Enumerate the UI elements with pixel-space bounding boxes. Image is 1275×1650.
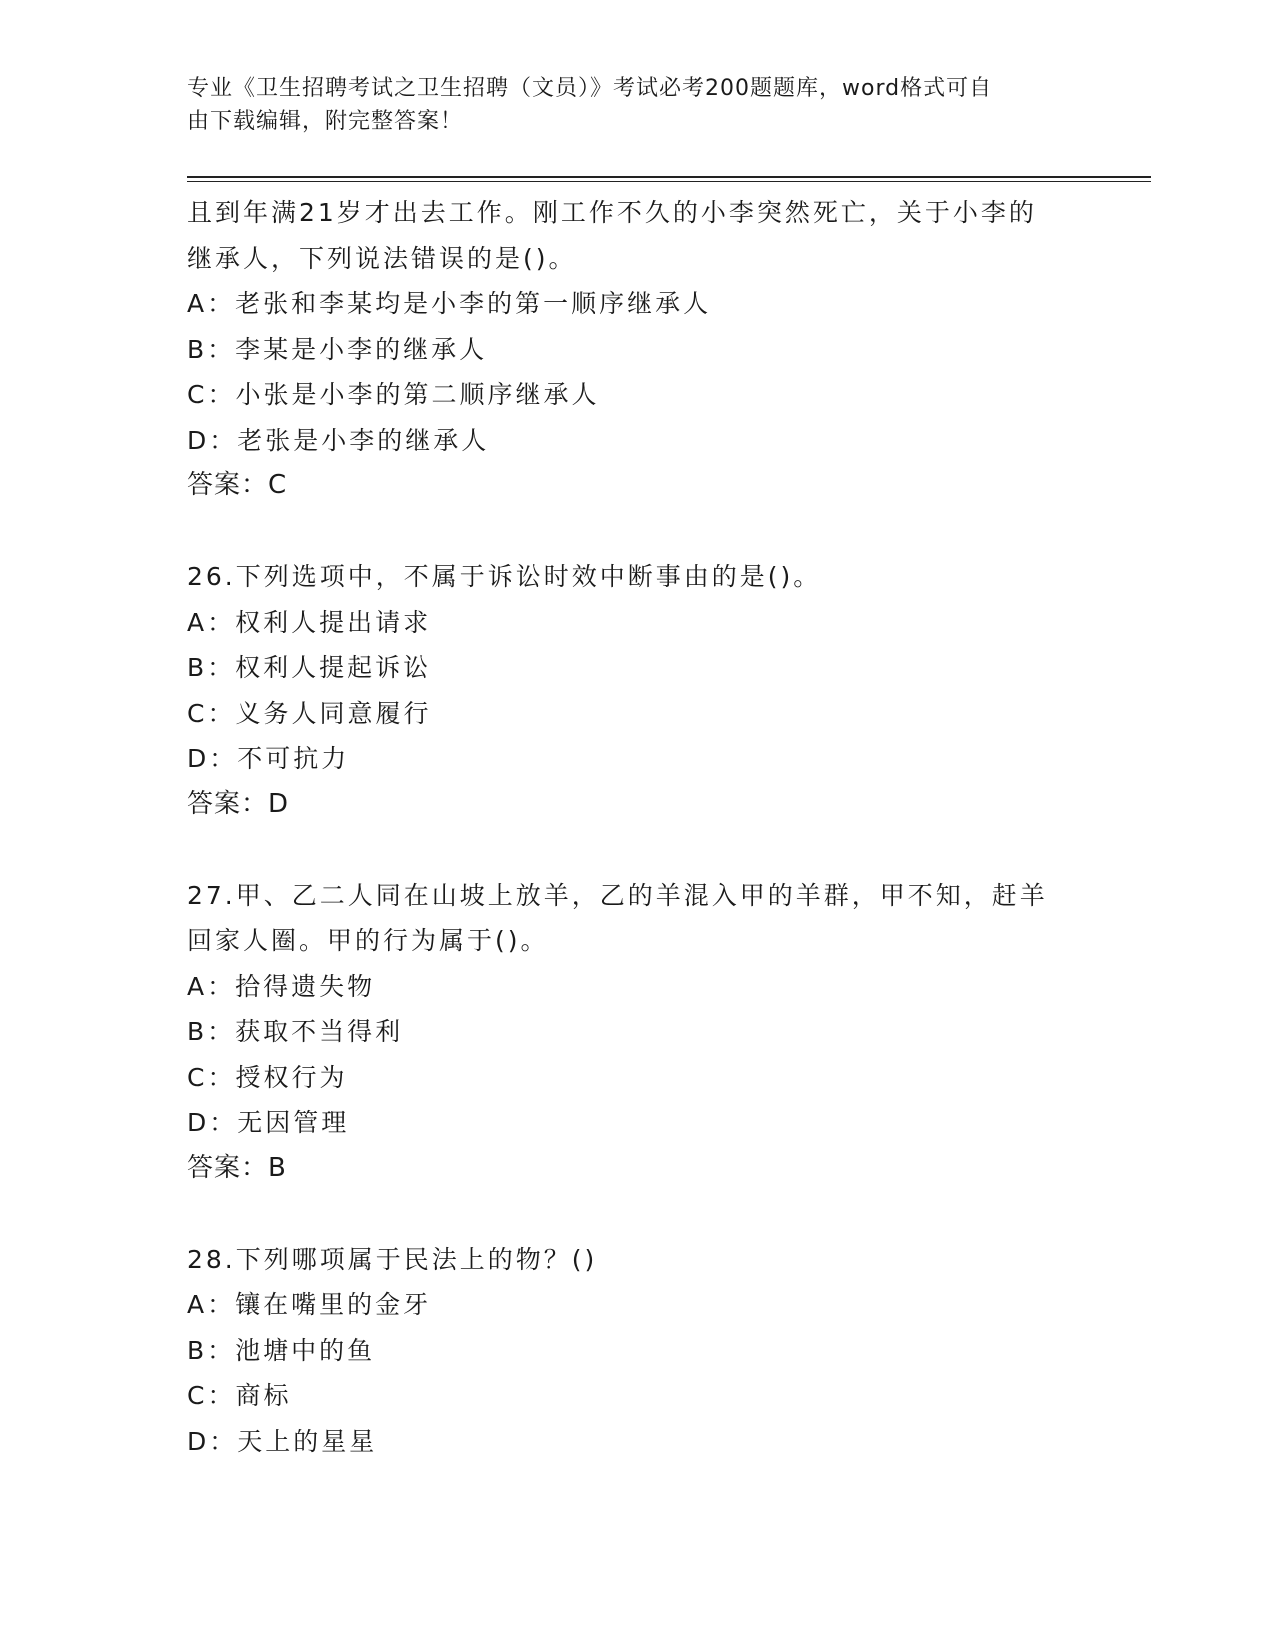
- spacer: [187, 827, 1087, 873]
- spacer: [187, 1191, 1087, 1237]
- question-27: [187, 873, 1087, 1192]
- question-stem: 28.下列哪项属于民法上的物？(): [187, 1244, 598, 1274]
- option-a: A：拾得遗失物: [187, 971, 376, 1001]
- answer-line: 答案：B: [187, 1152, 287, 1183]
- question-26: [187, 554, 1087, 827]
- question-stem-line: 回家人圈。甲的行为属于()。: [187, 926, 549, 955]
- header-line-1: 专业《卫生招聘考试之卫生招聘（文员）》考试必考200题题库，word格式可自: [187, 76, 993, 101]
- option-d: D：天上的星星: [187, 1426, 378, 1456]
- header-line-2: 由下载编辑，附完整答案！: [187, 109, 464, 134]
- option-d: D：老张是小李的继承人: [187, 425, 490, 455]
- option-c: C：商标: [187, 1381, 292, 1410]
- option-a: A：权利人提出请求: [187, 607, 432, 637]
- header-divider-thick: [187, 176, 1151, 178]
- option-c: C：小张是小李的第二顺序继承人: [187, 380, 600, 409]
- question-28: [187, 1237, 1087, 1465]
- option-a: A：镶在嘴里的金牙: [187, 1290, 432, 1319]
- question-stem-line: 且到年满21岁才出去工作。刚工作不久的小李突然死亡，关于小李的: [187, 198, 1037, 227]
- spacer: [187, 509, 1087, 555]
- option-b: B：池塘中的鱼: [187, 1335, 376, 1365]
- page-header: [187, 72, 1067, 138]
- option-a: A：老张和李某均是小李的第一顺序继承人: [187, 289, 712, 318]
- question-stem-line: 27.甲、乙二人同在山坡上放羊，乙的羊混入甲的羊群，甲不知，赶羊: [187, 880, 1048, 910]
- option-c: C：授权行为: [187, 1062, 348, 1092]
- question-stem: 26.下列选项中，不属于诉讼时效中断事由的是()。: [187, 562, 822, 591]
- question-content: [187, 190, 1087, 1464]
- question-stem-line: 继承人，下列说法错误的是()。: [187, 243, 577, 273]
- option-b: B：获取不当得利: [187, 1017, 404, 1046]
- question-25-tail: [187, 190, 1087, 509]
- option-c: C：义务人同意履行: [187, 698, 432, 728]
- option-b: B：李某是小李的继承人: [187, 334, 488, 364]
- option-d: D：无因管理: [187, 1108, 350, 1137]
- option-b: B：权利人提起诉讼: [187, 653, 432, 682]
- answer-line: 答案：D: [187, 788, 290, 819]
- answer-line: 答案：C: [187, 470, 288, 500]
- option-d: D：不可抗力: [187, 744, 350, 773]
- header-divider-thin: [187, 181, 1151, 182]
